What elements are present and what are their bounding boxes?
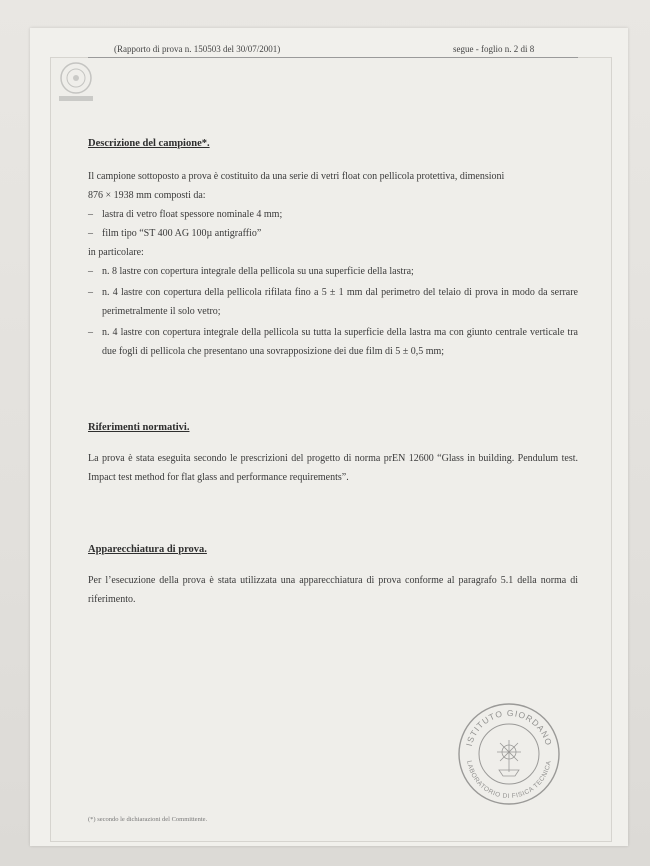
institute-stamp-icon xyxy=(455,700,563,808)
svg-text:ISTITUTO GIORDANO: ISTITUTO GIORDANO xyxy=(463,707,555,748)
sample-intro-line2: 876 × 1938 mm composti da: xyxy=(88,190,206,201)
apparatus-title: Apparecchiatura di prova. xyxy=(88,544,207,555)
footnote: (*) secondo le dichiarazioni del Committente. xyxy=(88,816,208,823)
references-title: Riferimenti normativi. xyxy=(88,422,190,433)
svg-text:LABORATORIO DI FISICA TECNICA: LABORATORIO DI FISICA TECNICA xyxy=(465,759,553,801)
apparatus-text: Per l’esecuzione della prova è stata utilizzata una apparecchiatura di prova conforme al paragrafo 5.1 della norma di riferimento. xyxy=(88,575,578,605)
references-text: La prova è stata eseguita secondo le prescrizioni del progetto di norma prEN 12600 “Glass in building. Pendulum test. Impact test method for flat glass and performance requirements”. xyxy=(88,453,578,483)
sample-description-section xyxy=(88,134,578,361)
list-item: – lastra di vetro float spessore nominale 4 mm; xyxy=(88,209,283,220)
list-item: – n. 4 lastre con copertura della pellicola rifilata fino a 5 ± 1 mm dal perimetro del telaio di prova in modo da serrare perimetralmente il solo vetro; xyxy=(88,287,578,317)
apparatus-section xyxy=(88,540,578,609)
list-item: – n. 4 lastre con copertura integrale della pellicola su tutta la superficie della lastra ma con giunto centrale verticale tra due fogli di pellicola che presentano una sovrapposizione dei due film di 5 ± 0,5 mm; xyxy=(88,327,578,357)
sample-intro-line1: Il campione sottoposto a prova è costituito da una serie di vetri float con pellicola protettiva, dimensioni xyxy=(88,171,505,182)
report-reference: (Rapporto di prova n. 150503 del 30/07/2001) xyxy=(114,44,281,54)
institute-logo-icon xyxy=(55,60,97,104)
page-reference: segue - foglio n. 2 di 8 xyxy=(453,44,535,54)
sample-description-title: Descrizione del campione*. xyxy=(88,138,210,149)
particular-label: in particolare: xyxy=(88,247,144,258)
header-divider xyxy=(88,57,578,58)
list-item: – n. 8 lastre con copertura integrale della pellicola su una superficie della lastra; xyxy=(88,266,414,277)
references-section xyxy=(88,418,578,487)
list-item: – film tipo “ST 400 AG 100µ antigraffio” xyxy=(88,228,262,239)
